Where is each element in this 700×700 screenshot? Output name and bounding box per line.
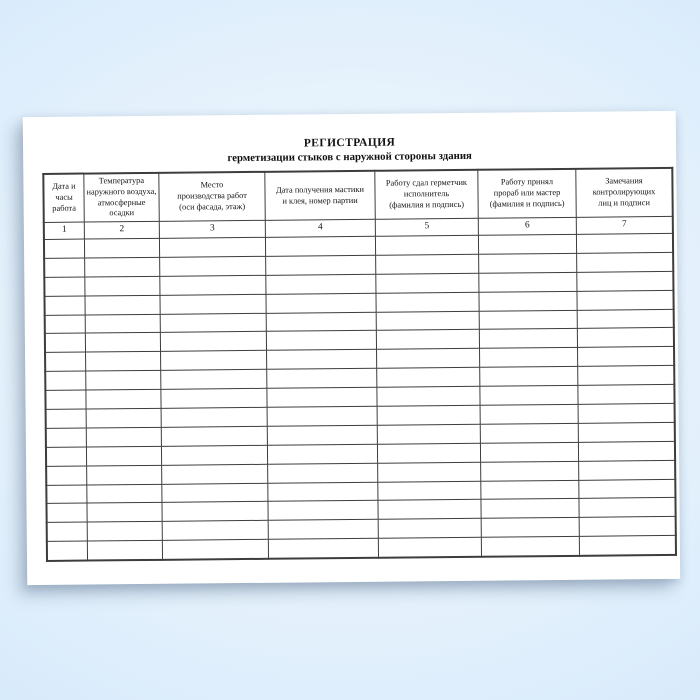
table-cell bbox=[481, 518, 579, 538]
column-header-5: Работу сдал герметчик исполнитель (фамилия и подпись) bbox=[375, 170, 478, 219]
table-cell bbox=[85, 333, 160, 353]
table-cell bbox=[160, 332, 266, 352]
table-cell bbox=[378, 462, 481, 482]
table-cell bbox=[44, 296, 85, 315]
table-cell bbox=[86, 446, 161, 466]
table-cell bbox=[162, 540, 268, 560]
table-cell bbox=[376, 254, 479, 274]
table-cell bbox=[267, 406, 377, 426]
table-cell bbox=[162, 483, 268, 503]
table-cell bbox=[87, 541, 162, 561]
table-cell bbox=[160, 313, 266, 333]
table-cell bbox=[377, 368, 480, 388]
table-cell bbox=[377, 349, 480, 369]
table-cell bbox=[161, 388, 267, 408]
table-cell bbox=[86, 352, 161, 372]
column-header-6: Работу принял прораб или мастер (фамилия и подпись) bbox=[478, 169, 576, 218]
table-cell bbox=[45, 390, 86, 409]
table-cell bbox=[268, 463, 378, 483]
table-cell bbox=[46, 504, 87, 523]
table-cell bbox=[162, 502, 268, 522]
table-cell bbox=[86, 408, 161, 428]
column-number-7: 7 bbox=[576, 216, 673, 234]
table-cell bbox=[85, 257, 160, 277]
column-header-1: Дата и часы работа bbox=[43, 174, 84, 223]
table-cell bbox=[87, 484, 162, 504]
table-cell bbox=[160, 294, 266, 314]
table-cell bbox=[47, 522, 88, 541]
table-cell bbox=[45, 315, 86, 334]
table-cell bbox=[46, 428, 87, 447]
table-cell bbox=[46, 485, 87, 504]
table-cell bbox=[479, 253, 577, 273]
table-cell bbox=[579, 460, 676, 480]
table-head bbox=[43, 168, 673, 240]
table-cell bbox=[45, 352, 86, 371]
table-cell bbox=[377, 386, 480, 406]
table-cell bbox=[376, 292, 479, 312]
table-cell bbox=[578, 366, 675, 386]
table-cell bbox=[578, 441, 675, 461]
column-number-2: 2 bbox=[84, 221, 159, 239]
table-cell bbox=[86, 427, 161, 447]
table-cell bbox=[266, 331, 376, 351]
table-cell bbox=[378, 500, 481, 520]
table-cell bbox=[268, 482, 378, 502]
table-cell bbox=[45, 371, 86, 390]
table-cell bbox=[579, 479, 676, 499]
table-cell bbox=[577, 328, 674, 348]
column-header-3: Место производства работ (оси фасада, этаж) bbox=[159, 172, 265, 222]
table-cell bbox=[481, 480, 579, 500]
table-cell bbox=[87, 465, 162, 485]
table-cell bbox=[578, 385, 675, 405]
table-cell bbox=[44, 277, 85, 296]
table-cell bbox=[479, 329, 577, 349]
table-cell bbox=[378, 538, 481, 558]
table-cell bbox=[376, 330, 479, 350]
table-cell bbox=[579, 498, 676, 518]
column-number-4: 4 bbox=[265, 219, 375, 237]
column-header-7: Замечания контролирующих лиц и подписи bbox=[576, 168, 673, 217]
document-title: РЕГИСТРАЦИЯ bbox=[303, 136, 396, 150]
table-cell bbox=[577, 252, 674, 272]
table-cell bbox=[579, 536, 676, 556]
table-cell bbox=[378, 481, 481, 501]
table-cell bbox=[481, 461, 579, 481]
table-cell bbox=[577, 309, 674, 329]
table-cell bbox=[159, 237, 265, 257]
table-cell bbox=[577, 271, 674, 291]
table-cell bbox=[577, 290, 674, 310]
table-cell bbox=[265, 236, 375, 256]
table-cell bbox=[479, 291, 577, 311]
table-cell bbox=[268, 520, 378, 540]
table-cell bbox=[480, 367, 578, 387]
column-number-3: 3 bbox=[159, 220, 265, 238]
table-cell bbox=[480, 348, 578, 368]
table-cell bbox=[161, 351, 267, 371]
table-cell bbox=[377, 405, 480, 425]
table-cell bbox=[161, 407, 267, 427]
table-cell bbox=[376, 273, 479, 293]
table-cell bbox=[480, 385, 578, 405]
table-cell bbox=[85, 295, 160, 315]
table-cell bbox=[480, 404, 578, 424]
table-cell bbox=[47, 541, 88, 561]
table-cell bbox=[479, 272, 577, 292]
table-cell bbox=[578, 403, 675, 423]
table-cell bbox=[481, 537, 579, 557]
table-cell bbox=[266, 312, 376, 332]
table-cell bbox=[579, 517, 676, 537]
table-cell bbox=[161, 445, 267, 465]
table-cell bbox=[378, 519, 481, 539]
table-cell bbox=[85, 276, 160, 296]
table-cell bbox=[578, 347, 675, 367]
table-cell bbox=[376, 311, 479, 331]
table-cell bbox=[266, 293, 376, 313]
document-subtitle: герметизации стыков с наружной стороны здания bbox=[227, 149, 472, 165]
table-cell bbox=[86, 371, 161, 391]
table-cell bbox=[87, 522, 162, 542]
table-cell bbox=[479, 310, 577, 330]
table-cell bbox=[161, 370, 267, 390]
table-cell bbox=[267, 387, 377, 407]
table-cell bbox=[162, 521, 268, 541]
registration-table bbox=[42, 167, 677, 562]
table-cell bbox=[161, 426, 267, 446]
table-cell bbox=[268, 501, 378, 521]
table-cell bbox=[266, 255, 376, 275]
table-cell bbox=[46, 409, 87, 428]
table-cell bbox=[160, 275, 266, 295]
table-cell bbox=[266, 274, 376, 294]
column-number-6: 6 bbox=[478, 217, 576, 235]
table-cell bbox=[84, 238, 159, 258]
table-cell bbox=[267, 425, 377, 445]
table-body bbox=[44, 233, 676, 561]
table-cell bbox=[377, 443, 480, 463]
table-cell bbox=[46, 447, 87, 466]
table-cell bbox=[86, 389, 161, 409]
table-cell bbox=[375, 235, 478, 255]
table-cell bbox=[481, 499, 579, 519]
table-cell bbox=[45, 334, 86, 353]
table-cell bbox=[478, 234, 576, 254]
table-cell bbox=[267, 368, 377, 388]
table-cell bbox=[267, 350, 377, 370]
column-header-2: Температура наружного воздуха, атмосферные осадки bbox=[84, 173, 159, 222]
table-cell bbox=[480, 423, 578, 443]
column-number-1: 1 bbox=[44, 222, 85, 239]
table-header-row bbox=[43, 168, 672, 223]
column-number-5: 5 bbox=[375, 218, 478, 236]
table-cell bbox=[46, 466, 87, 485]
table-cell bbox=[44, 258, 85, 277]
table-cell bbox=[162, 464, 268, 484]
column-header-4: Дата получения мастики и клея, номер партии bbox=[265, 171, 375, 221]
table-cell bbox=[377, 424, 480, 444]
table-cell bbox=[160, 256, 266, 276]
table-cell bbox=[480, 442, 578, 462]
table-cell bbox=[578, 422, 675, 442]
table-cell bbox=[576, 233, 673, 253]
table-cell bbox=[85, 314, 160, 334]
table-cell bbox=[87, 503, 162, 523]
table-cell bbox=[268, 539, 378, 559]
table-cell bbox=[267, 444, 377, 464]
table-cell bbox=[44, 239, 85, 258]
document-page bbox=[23, 111, 680, 585]
